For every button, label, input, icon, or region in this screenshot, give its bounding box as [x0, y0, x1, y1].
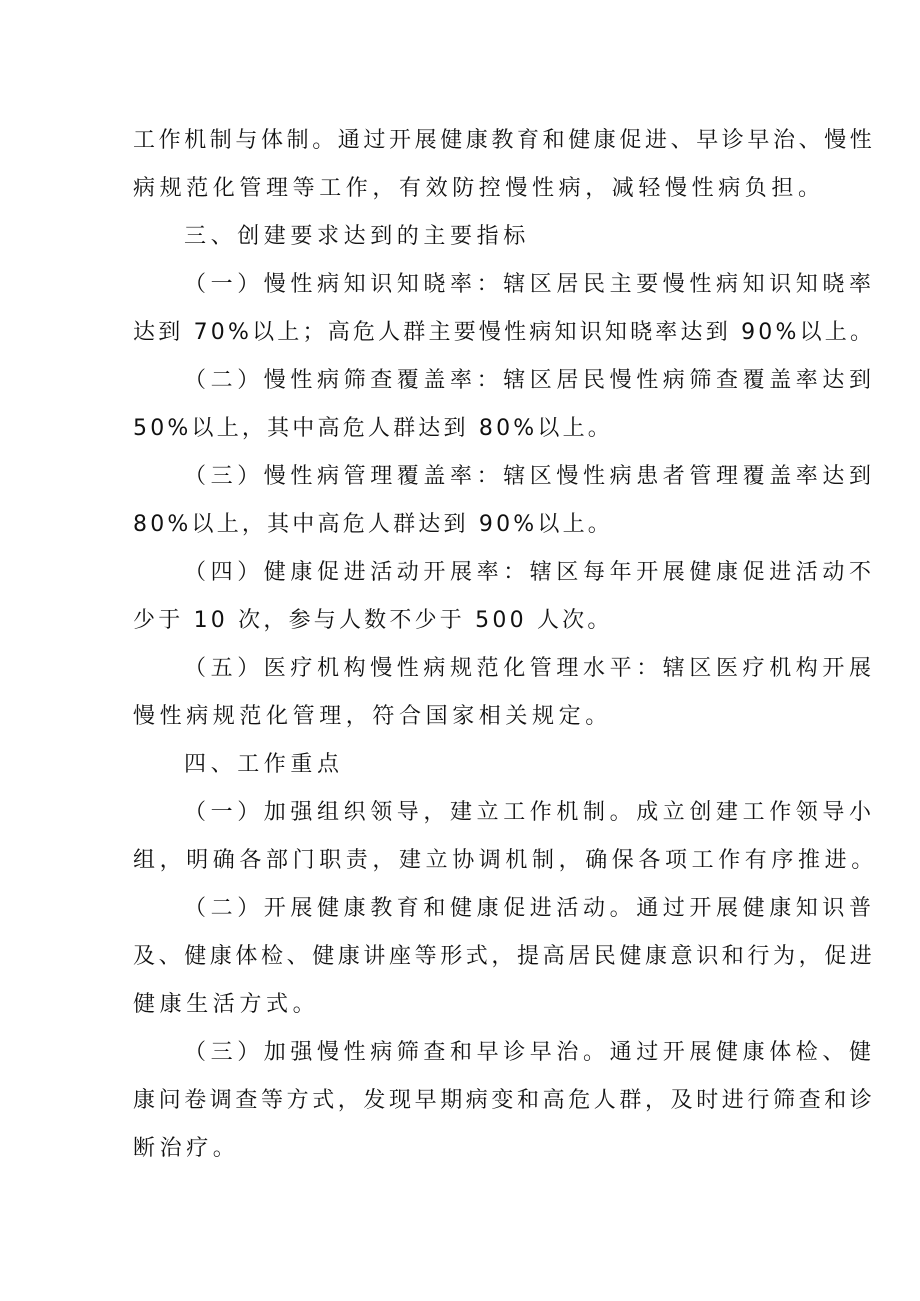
- text-line: （二）开展健康教育和健康促进活动。通过开展健康知识普: [184, 896, 876, 921]
- text-line: 80%以上，其中高危人群达到 90%以上。: [133, 512, 613, 537]
- text-line: （五）医疗机构慢性病规范化管理水平：辖区医疗机构开展: [184, 656, 876, 681]
- text-line: （三）加强慢性病筛查和早诊早治。通过开展健康体检、健: [184, 1040, 876, 1065]
- text-line: 50%以上，其中高危人群达到 80%以上。: [133, 416, 613, 441]
- text-line: （三）慢性病管理覆盖率：辖区慢性病患者管理覆盖率达到: [184, 464, 876, 489]
- text-line: 达到 70%以上；高危人群主要慢性病知识知晓率达到 90%以上。: [133, 320, 876, 345]
- text-line: 组，明确各部门职责，建立协调机制，确保各项工作有序推进。: [133, 848, 878, 873]
- text-line: （一）加强组织领导，建立工作机制。成立创建工作领导小: [184, 800, 876, 825]
- text-line: 工作机制与体制。通过开展健康教育和健康促进、早诊早治、慢性: [133, 128, 876, 153]
- text-line: 康问卷调查等方式，发现早期病变和高危人群，及时进行筛查和诊: [133, 1088, 876, 1113]
- text-line: 病规范化管理等工作，有效防控慢性病，减轻慢性病负担。: [133, 176, 825, 201]
- section-heading: 四、工作重点: [184, 752, 344, 777]
- text-line: 慢性病规范化管理，符合国家相关规定。: [133, 704, 612, 729]
- text-line: 少于 10 次，参与人数不少于 500 人次。: [133, 608, 613, 633]
- text-line: （一）慢性病知识知晓率：辖区居民主要慢性病知识知晓率: [184, 272, 876, 297]
- text-line: 及、健康体检、健康讲座等形式，提高居民健康意识和行为，促进: [133, 944, 876, 969]
- text-line: 健康生活方式。: [133, 992, 320, 1017]
- text-line: （二）慢性病筛查覆盖率：辖区居民慢性病筛查覆盖率达到: [184, 368, 876, 393]
- text-line: 断治疗。: [133, 1136, 240, 1161]
- text-line: （四）健康促进活动开展率：辖区每年开展健康促进活动不: [184, 560, 876, 585]
- section-heading: 三、创建要求达到的主要指标: [184, 224, 530, 249]
